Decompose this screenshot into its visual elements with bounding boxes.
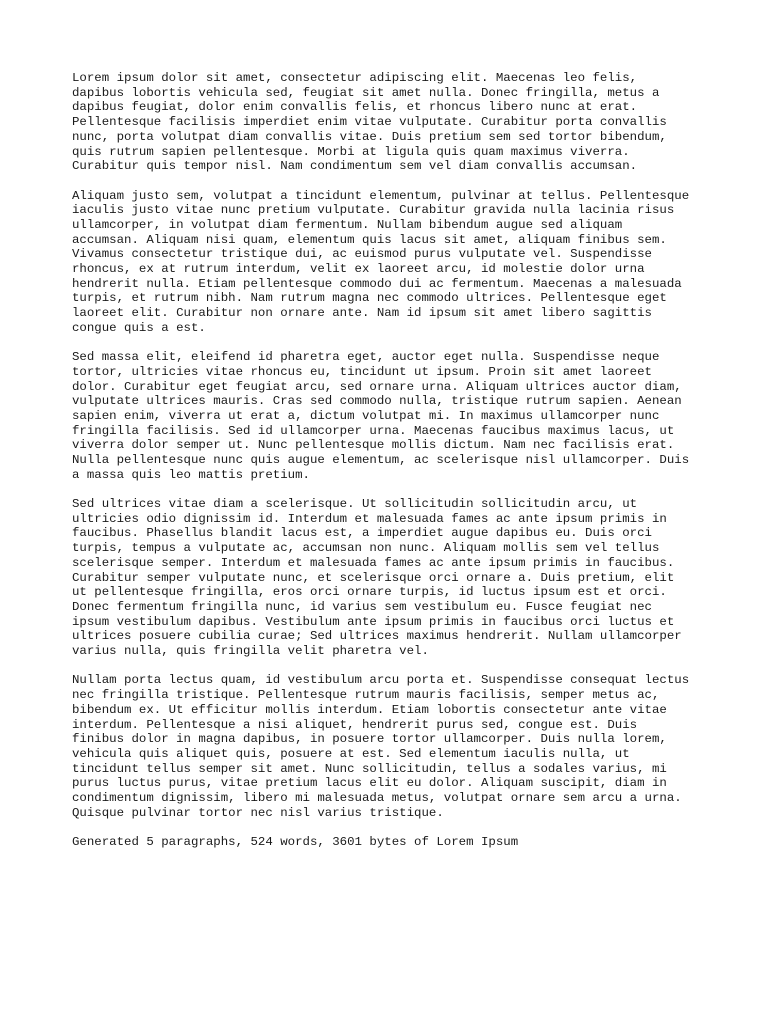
generation-summary: Generated 5 paragraphs, 524 words, 3601 bytes of Lorem Ipsum xyxy=(72,835,519,850)
paragraph-1: Lorem ipsum dolor sit amet, consectetur adipiscing elit. Maecenas leo felis, dapibus lobortis vehicula sed, feugiat sit amet nulla. Donec fringilla, metus a dapibus feugiat, dolor enim convallis felis, et rhoncus libero nunc at erat. Pellentesque facilisis imperdiet enim vitae vulputate. Curabitur porta convallis nunc, porta volutpat diam convallis vitae. Duis pretium sem sed tortor bibendum, quis rutrum sapien pellentesque. Morbi at ligula quis quam maximus viverra. Curabitur quis tempor nisl. Nam condimentum sem vel diam convallis accumsan. xyxy=(72,71,667,174)
paragraph-5: Nullam porta lectus quam, id vestibulum arcu porta et. Suspendisse consequat lectus nec fringilla tristique. Pellentesque rutrum mauris facilisis, semper metus ac, bibendum ex. Ut efficitur mollis interdum. Etiam lobortis consectetur ante vitae interdum. Pellentesque a nisi aliquet, hendrerit purus sed, congue est. Duis finibus dolor in magna dapibus, in posuere tortor ullamcorper. Duis nulla lorem, vehicula quis aliquet quis, posuere at est. Sed elementum iaculis nulla, ut tincidunt tellus semper sit amet. Nunc sollicitudin, tellus a sodales varius, mi purus luctus purus, vitae pretium lacus elit eu dolor. Aliquam suscipit, diam in condimentum dignissim, libero mi malesuada metus, volutpat ornare sem arcu a urna. Quisque pulvinar tortor nec nisl varius tristique. xyxy=(72,673,690,820)
paragraph-4: Sed ultrices vitae diam a scelerisque. Ut sollicitudin sollicitudin arcu, ut ultricies odio dignissim id. Interdum et malesuada fames ac ante ipsum primis in faucibus. Phasellus blandit lacus est, a imperdiet augue dapibus eu. Duis orci turpis, tempus a vulputate ac, accumsan non nunc. Aliquam mollis sem vel tellus scelerisque semper. Interdum et malesuada fames ac ante ipsum primis in faucibus. Curabitur semper vulputate nunc, et scelerisque orci ornare a. Duis pretium, elit ut pellentesque fringilla, eros orci ornare turpis, id luctus ipsum est et orci. Donec fermentum fringilla nunc, id varius sem vestibulum eu. Fusce feugiat nec ipsum vestibulum dapibus. Vestibulum ante ipsum primis in faucibus orci luctus et ultrices posuere cubilia curae; Sed ultrices maximus hendrerit. Nullam ullamcorper varius nulla, quis fringilla velit pharetra vel. xyxy=(72,497,682,659)
paragraph-2: Aliquam justo sem, volutpat a tincidunt elementum, pulvinar at tellus. Pellentesque iaculis justo vitae nunc pretium vulputate. Curabitur gravida nulla lacinia risus ullamcorper, in volutpat diam fermentum. Nullam bibendum augue sed aliquam accumsan. Aliquam nisi quam, elementum quis lacus sit amet, aliquam finibus sem. Vivamus consectetur tristique dui, ac euismod purus vulputate vel. Suspendisse rhoncus, ex at rutrum interdum, velit ex laoreet arcu, id molestie dolor urna hendrerit nulla. Etiam pellentesque commodo dui ac fermentum. Maecenas a malesuada turpis, et rutrum nibh. Nam rutrum magna nec commodo ultrices. Pellentesque eget laoreet elit. Curabitur non ornare ante. Nam id ipsum sit amet libero sagittis congue quis a est. xyxy=(72,188,690,335)
paragraph-3: Sed massa elit, eleifend id pharetra eget, auctor eget nulla. Suspendisse neque tortor, ultricies vitae rhoncus eu, tincidunt ut ipsum. Proin sit amet laoreet dolor. Curabitur eget feugiat arcu, sed ornare urna. Aliquam ultrices auctor diam, vulputate ultrices mauris. Cras sed commodo nulla, tristique rutrum sapien. Aenean sapien enim, viverra ut erat a, dictum volutpat mi. In maximus ullamcorper nunc fringilla facilisis. Sed id ullamcorper urna. Maecenas faucibus maximus lacus, ut viverra dolor semper ut. Nunc pellentesque mollis dictum. Nam nec facilisis erat. Nulla pellentesque nunc quis augue elementum, ac scelerisque nisl ullamcorper. Duis a massa quis leo mattis pretium. xyxy=(72,350,690,482)
document-body xyxy=(72,71,712,864)
